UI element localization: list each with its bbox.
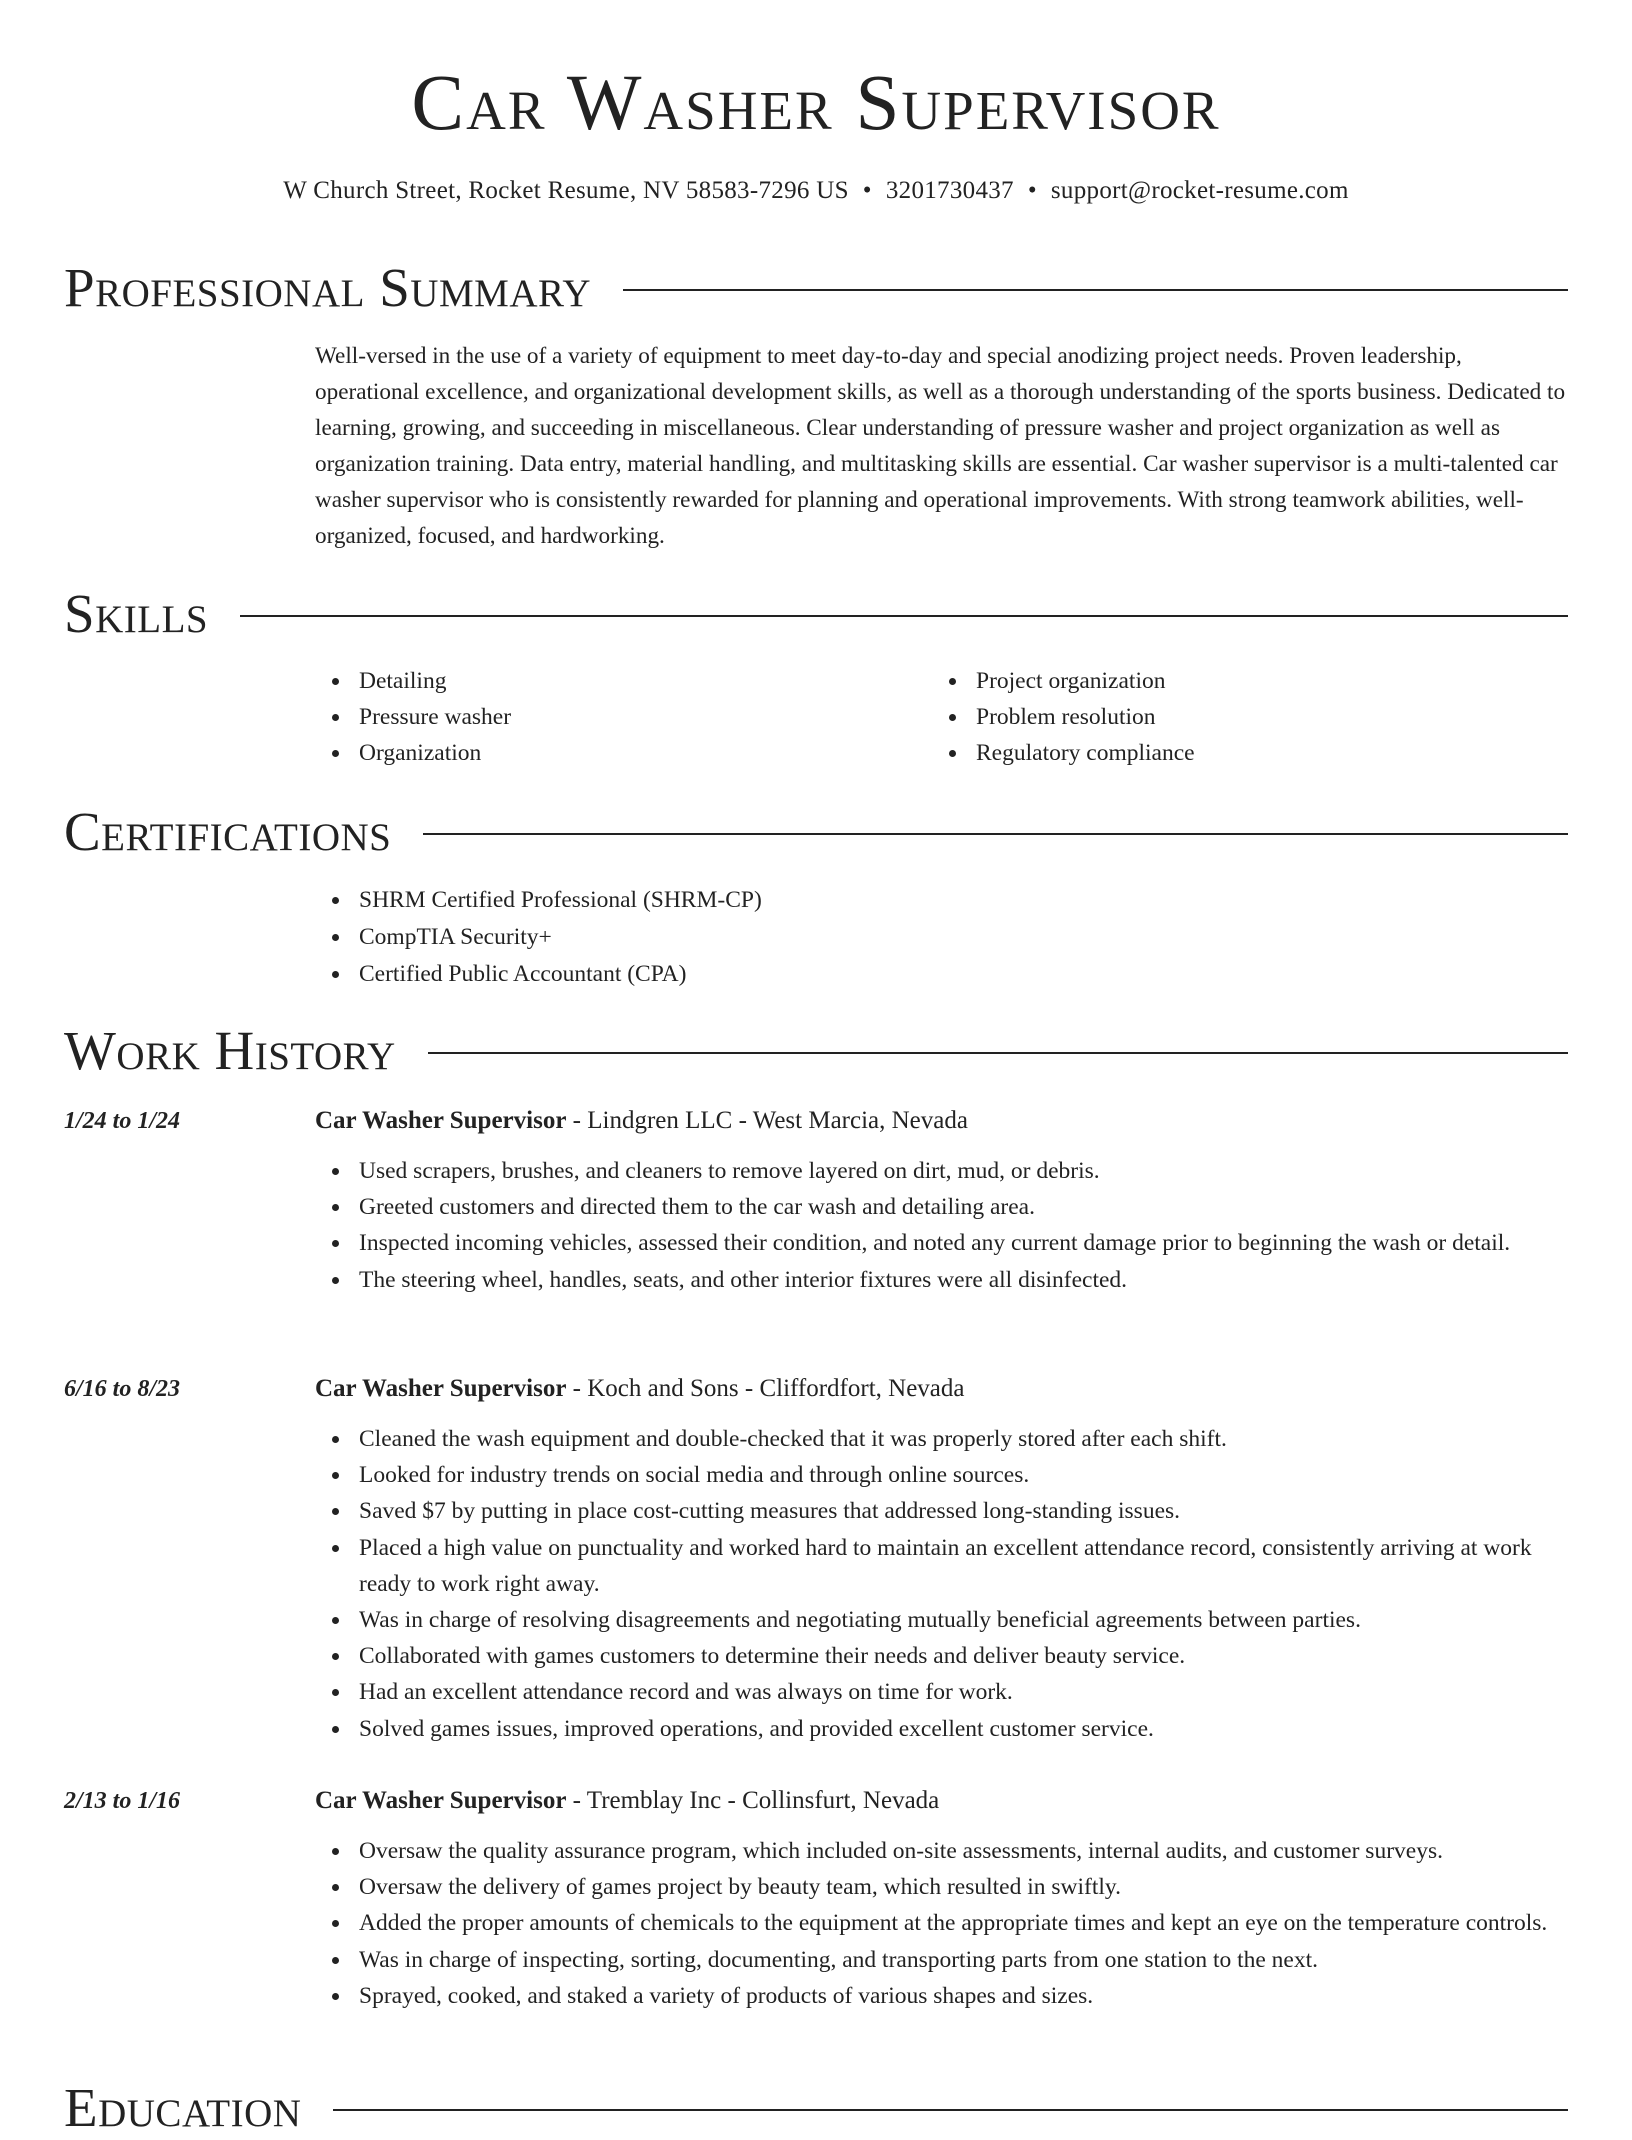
contact-phone: 3201730437 (885, 177, 1014, 204)
work-bullet: Had an excellent attendance record and was always on time for work. (315, 1674, 1568, 1710)
work-bullets (315, 1153, 1568, 1298)
skills-list (315, 663, 1568, 771)
work-title-line (315, 1783, 1568, 1819)
work-bullet: Inspected incoming vehicles, assessed their condition, and noted any current damage prior to beginning the wash or detail. (315, 1225, 1568, 1261)
section-header-certifications (64, 800, 1568, 864)
section-divider (428, 1052, 1568, 1054)
work-dates: 6/16 to 8/23 (64, 1376, 181, 1402)
section-divider (333, 2109, 1568, 2111)
work-bullet: Used scrapers, brushes, and cleaners to remove layered on dirt, mud, or debris. (315, 1153, 1568, 1189)
section-header-summary (64, 256, 1568, 320)
contact-email: support@rocket-resume.com (1050, 177, 1349, 204)
section-divider (240, 615, 1568, 617)
section-title-summary: Professional Summary (64, 257, 592, 318)
work-bullet: Was in charge of resolving disagreements and negotiating mutually beneficial agreements between parties. (315, 1602, 1568, 1638)
work-bullets (315, 1421, 1568, 1747)
work-bullet: Cleaned the wash equipment and double-checked that it was properly stored after each shift. (315, 1421, 1568, 1457)
work-dates: 1/24 to 1/24 (64, 1108, 181, 1134)
skill-item: Pressure washer (315, 699, 932, 735)
section-header-skills (64, 582, 1568, 646)
contact-separator: • (862, 177, 872, 204)
summary-text: Well-versed in the use of a variety of equipment to meet day-to-day and special anodizing project needs. Proven leadership, operational excellence, and organizational development skills, as well as a thorough understanding of the sports business. Dedicated to learning, growing, and succeeding in miscellaneous. Clear understanding of pressure washer and project organization as well as organization training. Data entry, material handling, and multitasking skills are essential. Car washer supervisor is a multi-talented car washer supervisor who is consistently rewarded for planning and operational improvements. With strong teamwork abilities, well-organized, focused, and hardworking. (315, 343, 1566, 549)
work-bullet: Oversaw the delivery of games project by beauty team, which resulted in swiftly. (315, 1869, 1568, 1905)
work-bullet: Saved $7 by putting in place cost-cutting measures that addressed long-standing issues. (315, 1493, 1568, 1529)
work-bullet: Added the proper amounts of chemicals to the equipment at the appropriate times and kept an eye on the temperature controls. (315, 1905, 1568, 1941)
section-title-skills: Skills (64, 583, 209, 644)
certification-item: SHRM Certified Professional (SHRM-CP) (315, 882, 1568, 919)
skill-item: Problem resolution (932, 699, 1549, 735)
work-bullet: Looked for industry trends on social media and through online sources. (315, 1457, 1568, 1493)
work-employer: - Tremblay Inc - Collinsfurt, Nevada (566, 1787, 940, 1814)
work-dates: 2/13 to 1/16 (64, 1788, 181, 1814)
work-bullet: Oversaw the quality assurance program, which included on-site assessments, internal audits, and customer surveys. (315, 1833, 1568, 1869)
work-bullet: Placed a high value on punctuality and worked hard to maintain an excellent attendance record, consistently arriving at work ready to work right away. (315, 1530, 1568, 1602)
certification-item: Certified Public Accountant (CPA) (315, 956, 1568, 993)
work-title-line (315, 1103, 1568, 1139)
section-title-work-history: Work History (64, 1020, 396, 1081)
certification-item: CompTIA Security+ (315, 919, 1568, 956)
skills-column-right (932, 663, 1549, 771)
skill-item: Regulatory compliance (932, 735, 1549, 771)
skill-item: Organization (315, 735, 932, 771)
section-header-work-history (64, 1019, 1568, 1083)
work-bullet: The steering wheel, handles, seats, and other interior fixtures were all disinfected. (315, 1262, 1568, 1298)
work-role: Car Washer Supervisor (315, 1787, 567, 1814)
contact-line (64, 174, 1568, 208)
candidate-name: Car Washer Supervisor (411, 60, 1221, 147)
contact-address: W Church Street, Rocket Resume, NV 58583-7296 US (283, 177, 849, 204)
work-role: Car Washer Supervisor (315, 1375, 567, 1402)
work-bullet: Collaborated with games customers to determine their needs and deliver beauty service. (315, 1638, 1568, 1674)
work-bullet: Sprayed, cooked, and staked a variety of products of various shapes and sizes. (315, 1978, 1568, 2014)
work-bullet: Greeted customers and directed them to the car wash and detailing area. (315, 1189, 1568, 1225)
section-title-certifications: Certifications (64, 801, 392, 862)
work-bullet: Solved games issues, improved operations, and provided excellent customer service. (315, 1711, 1568, 1747)
section-header-education (64, 2076, 1568, 2140)
skill-item: Detailing (315, 663, 932, 699)
work-employer: - Lindgren LLC - West Marcia, Nevada (566, 1107, 968, 1134)
section-divider (623, 289, 1568, 291)
work-role: Car Washer Supervisor (315, 1107, 567, 1134)
work-employer: - Koch and Sons - Cliffordfort, Nevada (566, 1375, 965, 1402)
skill-item: Project organization (932, 663, 1549, 699)
work-bullet: Was in charge of inspecting, sorting, documenting, and transporting parts from one station to the next. (315, 1942, 1568, 1978)
section-title-education: Education (64, 2077, 302, 2138)
certifications-list (315, 882, 1568, 993)
section-divider (423, 833, 1568, 835)
work-title-line (315, 1371, 1568, 1407)
contact-separator: • (1027, 177, 1037, 204)
skills-column-left (315, 663, 932, 771)
work-bullets (315, 1833, 1568, 2014)
